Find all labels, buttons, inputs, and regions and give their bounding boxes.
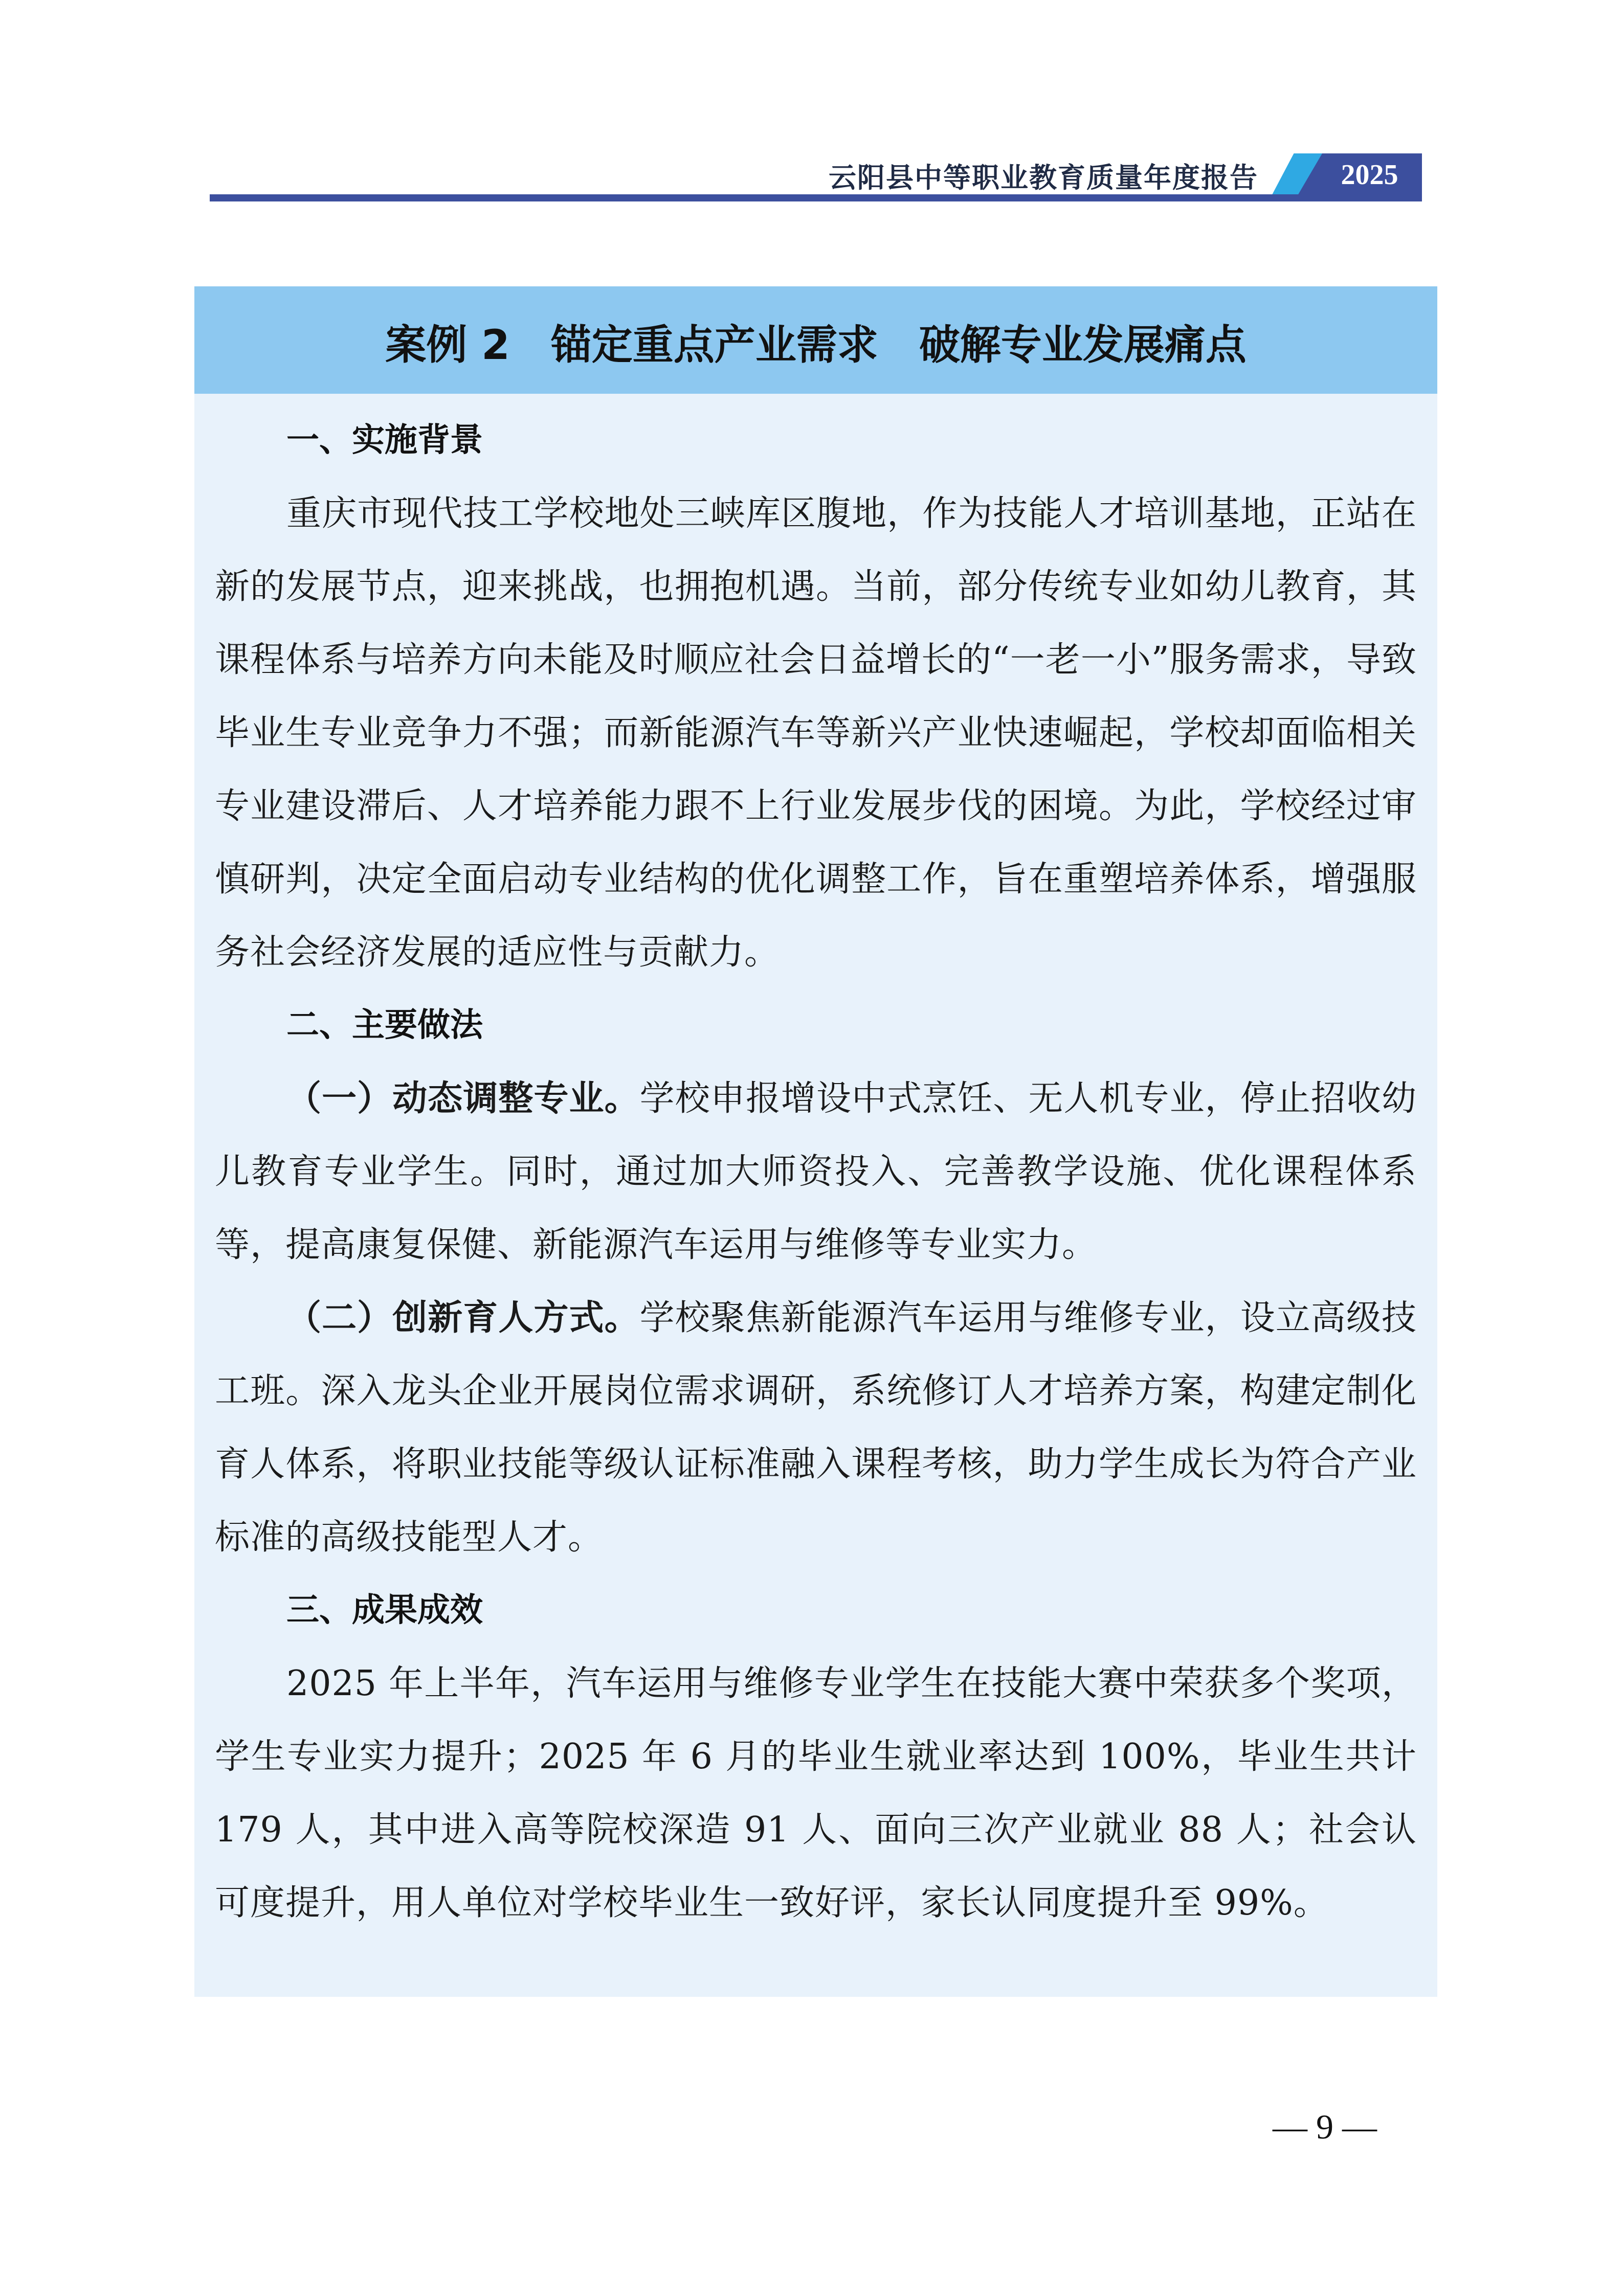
header-rule [210, 194, 1419, 201]
case-title: 案例 2 锚定重点产业需求 破解专业发展痛点 [385, 321, 1247, 369]
paragraph-practice-1 [215, 1062, 1417, 1281]
section-heading-results: 三、成果成效 [286, 1591, 483, 1629]
page-number: — 9 — [1273, 2107, 1377, 2146]
header-year: 2025 [1341, 159, 1398, 191]
paragraph-results: 2025 年上半年，汽车运用与维修专业学生在技能大赛中荣获多个奖项，学生专业实力提升；2025 年 6 月的毕业生就业率达到 100%，毕业生共计 179 人，其中进入高等院校深造 91 人、面向三次产业就业 88 人；社会认可度提升，用人单位对学校毕业生一致好评，家长认同度提升至 99%。 [215, 1663, 1417, 1923]
practice-2-text: 学校聚焦新能源汽车运用与维修专业，设立高级技工班。深入龙头企业开展岗位需求调研，系统修订人才培养方案，构建定制化育人体系，将职业技能等级认证标准融入课程考核，助力学生成长为符合产业标准的高级技能型人才。 [215, 1298, 1417, 1558]
header-title: 云阳县中等职业教育质量年度报告 [829, 161, 1258, 194]
paragraph-practice-2 [215, 1281, 1417, 1574]
paragraph-background: 重庆市现代技工学校地处三峡库区腹地，作为技能人才培训基地，正站在新的发展节点，迎来挑战，也拥抱机遇。当前，部分传统专业如幼儿教育，其课程体系与培养方向未能及时顺应社会日益增长的“一老一小”服务需求，导致毕业生专业竞争力不强；而新能源汽车等新兴产业快速崛起，学校却面临相关专业建设滞后、人才培养能力跟不上行业发展步伐的困境。为此，学校经过审慎研判，决定全面启动专业结构的优化调整工作，旨在重塑培养体系，增强服务社会经济发展的适应性与贡献力。 [215, 493, 1417, 973]
practice-1-label: （一）动态调整专业。 [286, 1078, 640, 1119]
practice-2-label: （二）创新育人方式。 [286, 1298, 640, 1338]
case-content [215, 404, 1417, 1940]
section-heading-practices: 二、主要做法 [286, 1006, 483, 1044]
practice-1-text: 学校申报增设中式烹饪、无人机专业，停止招收幼儿教育专业学生。同时，通过加大师资投入、完善教学设施、优化课程体系等，提高康复保健、新能源汽车运用与维修等专业实力。 [215, 1078, 1417, 1265]
section-heading-background: 一、实施背景 [286, 421, 483, 459]
